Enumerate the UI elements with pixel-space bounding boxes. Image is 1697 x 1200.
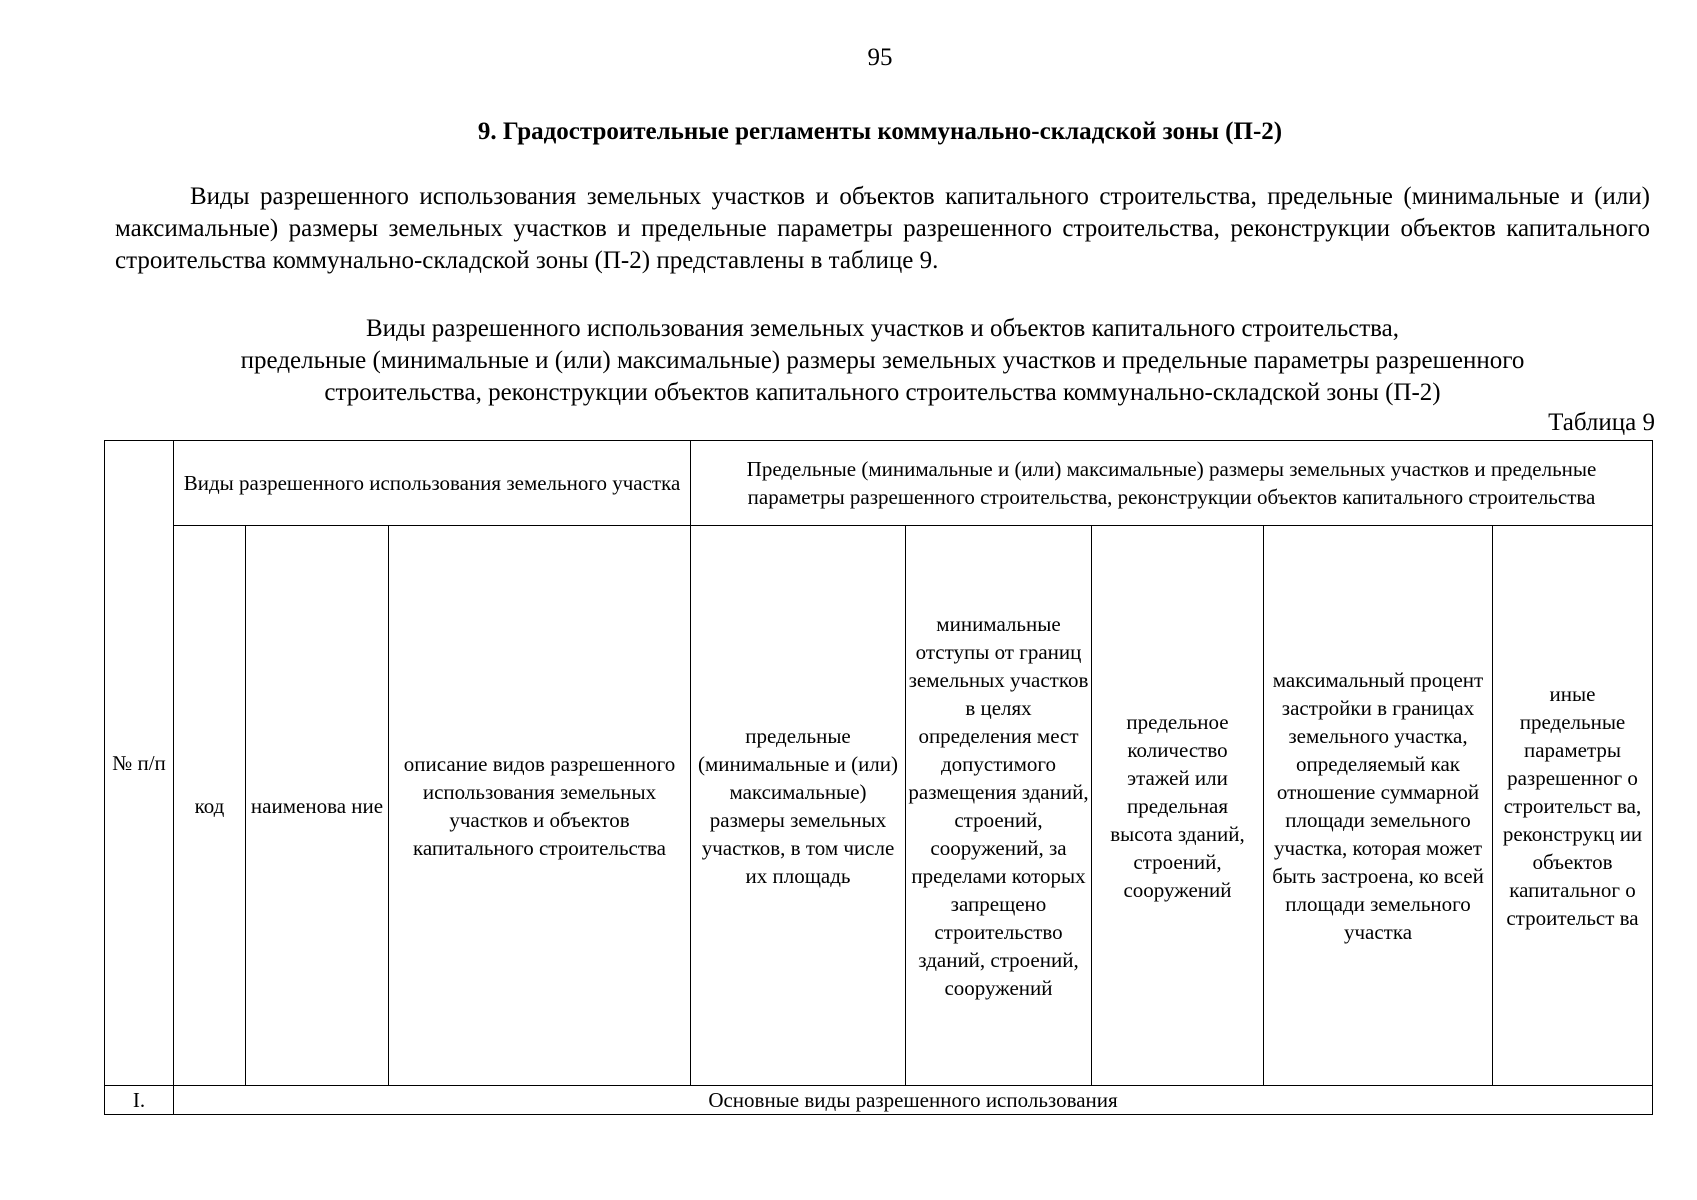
table-section-row: [105, 1086, 1653, 1115]
permitted-use-group-header: Виды разрешенного использования земельного участка: [174, 441, 691, 526]
intro-paragraph: Виды разрешенного использования земельных участков и объектов капитального строительства, предельные (минимальные и (или) максимальные) размеры земельных участков и предельные параметры разрешенного строительства, реконструкции объектов капитального строительства коммунально-складской зоны (П-2) представлены в таблице 9.: [115, 183, 1650, 274]
table-caption: [115, 313, 1650, 409]
table-subheader-row: [105, 526, 1653, 1086]
column-header-plot-sizes: предельные (минимальные и (или) максимальные) размеры земельных участков, в том числе их площадь: [691, 526, 906, 1086]
column-header-description: описание видов разрешенного использования земельных участков и объектов капитального строительства: [389, 526, 691, 1086]
section-heading: 9. Градостроительные регламенты коммунально-складской зоны (П-2): [477, 118, 1283, 145]
page-number: 95: [867, 44, 893, 71]
column-header-floors: предельное количество этажей или предельная высота зданий, строений, сооружений: [1092, 526, 1264, 1086]
section-title: Основные виды разрешенного использования: [174, 1086, 1653, 1115]
column-header-coverage: максимальный процент застройки в границах земельного участка, определяемый как отношение суммарной площади земельного участка, которая может быть застроена, ко всей площади земельного участка: [1264, 526, 1493, 1086]
column-header-name: наименова ние: [246, 526, 389, 1086]
table-header-row: [105, 441, 1653, 526]
regulations-table: [104, 440, 1653, 1115]
column-header-setbacks: минимальные отступы от границ земельных участков в целях определения мест допустимого размещения зданий, строений, сооружений, за пределами которых запрещено строительство зданий, строений, сооружений: [906, 526, 1092, 1086]
number-header: № п/п: [105, 441, 174, 1086]
table-caption-line: предельные (минимальные и (или) максимальные) размеры земельных участков и предельные параметры разрешенного: [240, 347, 1525, 374]
column-header-other-params: иные предельные параметры разрешенног о строительст ва, реконструкц ии объектов капитальног о строительст ва: [1493, 526, 1653, 1086]
table-label: Таблица 9: [1548, 409, 1655, 436]
table-caption-line: Виды разрешенного использования земельных участков и объектов капитального строительства,: [365, 315, 1400, 342]
section-number: I.: [105, 1086, 174, 1115]
limit-parameters-group-header: Предельные (минимальные и (или) максимальные) размеры земельных участков и предельные параметры разрешенного строительства, реконструкции объектов капитального строительства: [691, 441, 1653, 526]
column-header-code: код: [174, 526, 246, 1086]
table-caption-line: строительства, реконструкции объектов капитального строительства коммунально-складской зоны (П-2): [324, 379, 1441, 406]
